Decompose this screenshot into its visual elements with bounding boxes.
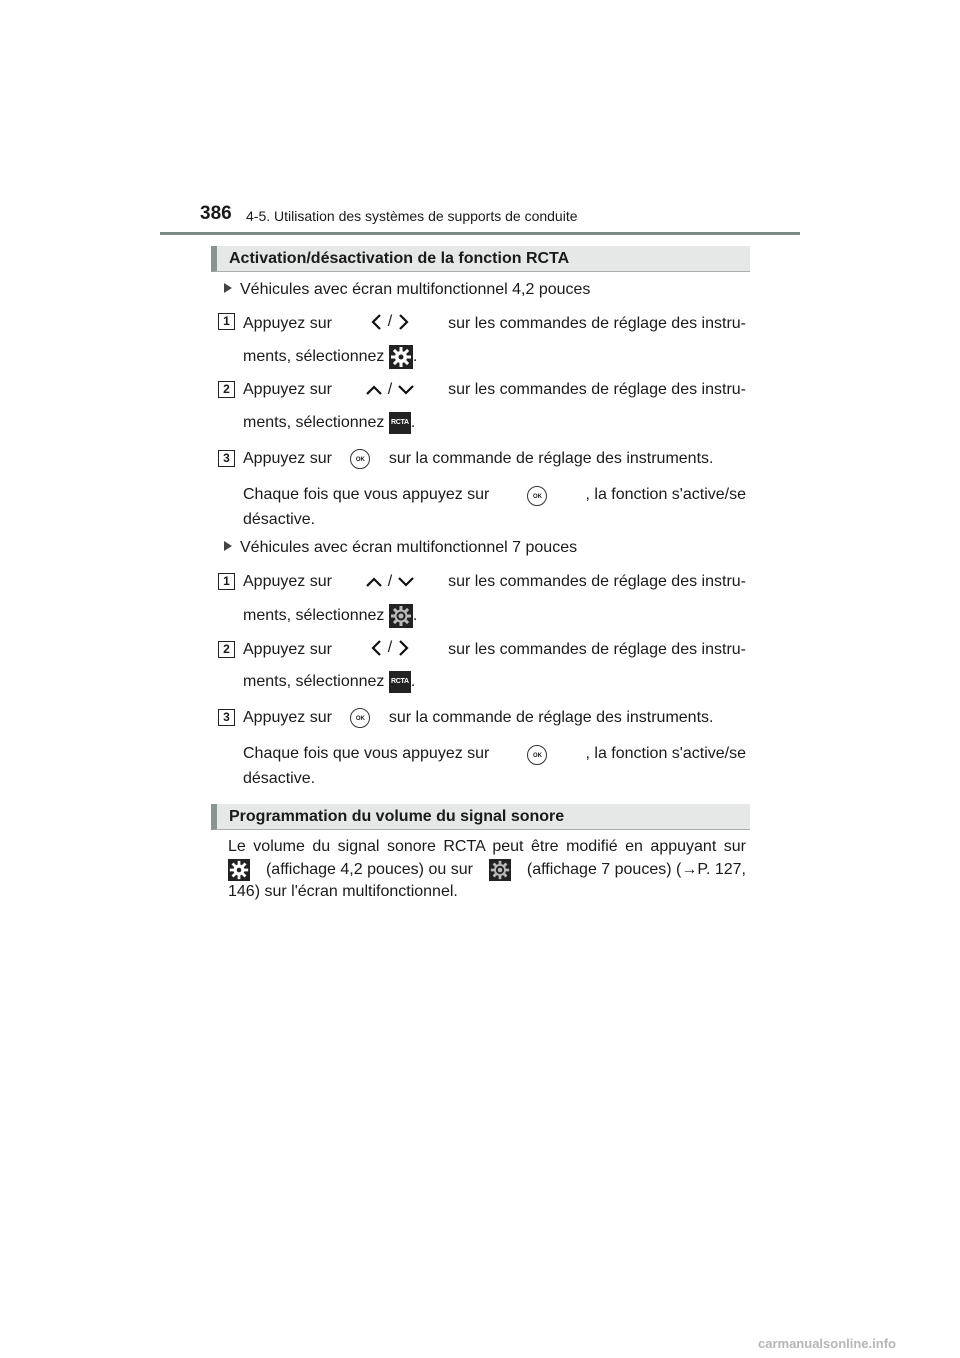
chapter-title: 4-5. Utilisation des systèmes de supports de conduite xyxy=(246,208,578,224)
note-text: , la fonction s'active/se xyxy=(585,486,746,503)
chevron-down-icon xyxy=(397,383,415,397)
note-line: désactive. xyxy=(243,770,316,787)
arrow-buttons xyxy=(365,381,414,399)
period: . xyxy=(410,673,416,691)
chevron-right-icon xyxy=(397,313,411,331)
heading-text: Véhicules avec écran multifonctionnel 4,2 pouces xyxy=(240,281,591,298)
step-text: sur la commande de réglage des instruments. xyxy=(388,709,714,727)
step-line xyxy=(243,671,415,693)
step-line xyxy=(243,345,417,369)
step-text: sur les commandes de réglage des instru- xyxy=(448,315,746,332)
gear-outline-icon xyxy=(389,604,413,628)
step-text: Appuyez sur xyxy=(243,709,332,727)
vehicle-type-heading xyxy=(224,539,577,557)
rcta-icon: RCTA xyxy=(389,671,411,693)
step-text: Appuyez sur xyxy=(243,641,332,658)
note-line: désactive. xyxy=(243,511,316,528)
page-reference: P. 127, xyxy=(697,861,746,878)
step-number: 3 xyxy=(218,450,235,467)
step-text: Appuyez sur xyxy=(243,450,332,468)
note-text: Chaque fois que vous appuyez sur xyxy=(243,745,490,762)
heading-text: Véhicules avec écran multifonctionnel 7 pouces xyxy=(240,539,578,556)
period: . xyxy=(412,607,418,625)
step-number: 1 xyxy=(218,573,235,590)
step-line xyxy=(243,641,746,659)
step-text: ments, sélectionnez xyxy=(243,673,385,691)
step-text: sur les commandes de réglage des instru- xyxy=(448,641,746,658)
ok-button-icon: OK xyxy=(527,745,547,765)
arrow-buttons xyxy=(369,639,410,659)
step-line xyxy=(243,381,746,399)
note-text: Chaque fois que vous appuyez sur xyxy=(243,486,490,503)
reference-arrow: → xyxy=(681,861,698,878)
section-title: Programmation du volume du signal sonore xyxy=(229,808,565,825)
chevron-left-icon xyxy=(369,639,383,657)
step-text: ments, sélectionnez xyxy=(243,607,385,625)
step-text: ments, sélectionnez xyxy=(243,414,385,432)
step-number: 1 xyxy=(218,313,235,330)
para-line: 146) sur l'écran multifonctionnel. xyxy=(228,883,458,900)
chevron-right-icon xyxy=(397,639,411,657)
page-number: 386 xyxy=(200,203,232,224)
step-text: sur les commandes de réglage des instru- xyxy=(448,573,746,590)
para-line xyxy=(228,859,746,881)
section-title: Activation/désactivation de la fonction RCTA xyxy=(229,250,570,267)
slash-text: / xyxy=(387,381,393,398)
ok-button-icon: OK xyxy=(527,486,547,506)
step-text: Appuyez sur xyxy=(243,315,332,332)
triangle-bullet-icon xyxy=(224,541,232,551)
step-line xyxy=(243,449,713,469)
step-line xyxy=(243,412,415,434)
para-line: Le volume du signal sonore RCTA peut être modifié en appuyant sur xyxy=(228,838,746,855)
watermark: carmanualsonline.info xyxy=(758,1336,896,1351)
step-number: 2 xyxy=(218,641,235,658)
step-text: Appuyez sur xyxy=(243,381,332,398)
note-line xyxy=(243,486,746,506)
step-text: Appuyez sur xyxy=(243,573,332,590)
step-line xyxy=(243,573,746,591)
para-text xyxy=(527,861,746,879)
step-text: ments, sélectionnez xyxy=(243,348,385,366)
chevron-up-icon xyxy=(365,575,383,589)
step-number: 2 xyxy=(218,381,235,398)
arrow-buttons xyxy=(365,573,414,591)
gear-outline-icon xyxy=(489,859,511,881)
chevron-up-icon xyxy=(365,383,383,397)
period: . xyxy=(410,414,416,432)
gear-filled-icon xyxy=(389,345,413,369)
arrow-buttons xyxy=(369,313,410,333)
vehicle-type-heading xyxy=(224,281,590,299)
step-line xyxy=(243,604,417,628)
gear-filled-icon xyxy=(228,859,250,881)
slash-text: / xyxy=(387,639,393,657)
rcta-icon: RCTA xyxy=(389,412,411,434)
chevron-left-icon xyxy=(369,313,383,331)
header-rule xyxy=(160,232,800,235)
note-line xyxy=(243,745,746,765)
step-text: sur la commande de réglage des instruments. xyxy=(388,450,714,468)
ok-button-icon: OK xyxy=(350,708,370,728)
section-header-volume xyxy=(211,804,750,830)
step-text: sur les commandes de réglage des instru- xyxy=(448,381,746,398)
step-line xyxy=(243,708,713,728)
triangle-bullet-icon xyxy=(224,283,232,293)
slash-text: / xyxy=(387,313,393,331)
ok-button-icon: OK xyxy=(350,449,370,469)
note-text: , la fonction s'active/se xyxy=(585,745,746,762)
para-text: (affichage 7 pouces) ( xyxy=(526,861,682,878)
chevron-down-icon xyxy=(397,575,415,589)
step-line xyxy=(243,315,746,333)
section-header-rcta xyxy=(211,246,750,272)
period: . xyxy=(412,348,418,366)
step-number: 3 xyxy=(218,709,235,726)
slash-text: / xyxy=(387,573,393,590)
para-text: (affichage 4,2 pouces) ou sur xyxy=(265,861,473,878)
